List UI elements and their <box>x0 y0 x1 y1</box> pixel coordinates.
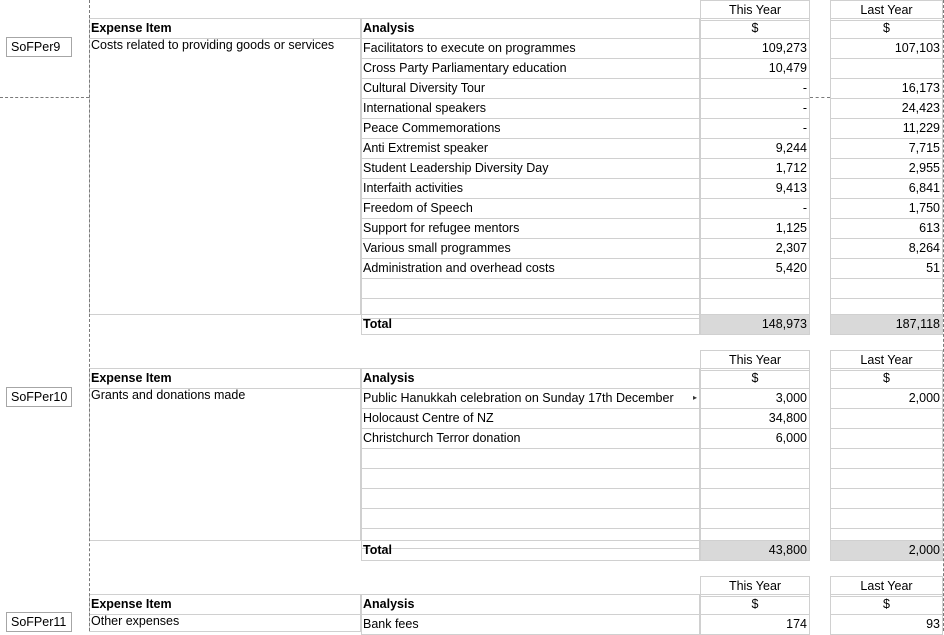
analysis-item: Bank fees <box>363 617 419 631</box>
this-year-value: 174 <box>786 617 807 631</box>
section-ref-label: SoFPer9 <box>6 37 72 57</box>
analysis-item: Administration and overhead costs <box>363 261 555 275</box>
empty-analysis-cell[interactable] <box>361 448 700 469</box>
expense-description-cell[interactable] <box>89 388 361 541</box>
last-year-value: 6,841 <box>908 181 940 195</box>
empty-last-year-cell[interactable] <box>830 488 943 509</box>
this-year-value: - <box>802 101 807 115</box>
this-year-value: 2,307 <box>775 241 807 255</box>
empty-analysis-cell[interactable] <box>361 468 700 489</box>
this-year-value: 109,273 <box>761 41 807 55</box>
last-year-header: Last Year <box>860 3 913 17</box>
expense-description: Costs related to providing goods or services <box>91 38 335 52</box>
empty-last-year-cell[interactable] <box>830 508 943 529</box>
this-year-header: This Year <box>728 579 782 593</box>
this-year-value: 5,420 <box>775 261 807 275</box>
analysis-item: Christchurch Terror donation <box>363 431 521 445</box>
last-year-value: 7,715 <box>908 141 940 155</box>
last-year-value: 2,955 <box>908 161 940 175</box>
last-year-value: 107,103 <box>894 41 940 55</box>
analysis-item: Various small programmes <box>363 241 511 255</box>
analysis-label: Analysis <box>363 597 415 611</box>
analysis-item: International speakers <box>363 101 486 115</box>
this-year-value: 9,413 <box>775 181 807 195</box>
analysis-item: Anti Extremist speaker <box>363 141 489 155</box>
empty-this-year-cell[interactable] <box>700 488 810 509</box>
this-year-header: This Year <box>728 3 782 17</box>
total-last-year-value: 187,118 <box>895 317 940 331</box>
expense-item-label: Expense Item <box>91 21 172 35</box>
this-year-value: 1,712 <box>775 161 807 175</box>
text-overflow-indicator: ▸ <box>693 393 698 402</box>
expense-item-label: Expense Item <box>91 597 172 611</box>
empty-this-year-cell[interactable] <box>700 278 810 299</box>
this-year-value: 9,244 <box>775 141 807 155</box>
this-year-currency: $ <box>751 21 759 35</box>
last-year-currency: $ <box>883 597 890 611</box>
last-year-value: 24,423 <box>901 101 940 115</box>
last-year-header: Last Year <box>860 579 913 593</box>
empty-last-year-cell[interactable] <box>830 448 943 469</box>
this-year-header: This Year <box>728 353 782 367</box>
analysis-item: Interfaith activities <box>363 181 464 195</box>
last-year-currency: $ <box>883 21 890 35</box>
analysis-item: Support for refugee mentors <box>363 221 520 235</box>
page-break-horizontal <box>810 97 830 98</box>
total-this-year-value: 148,973 <box>761 317 807 331</box>
empty-analysis-cell[interactable] <box>361 488 700 509</box>
total-label: Total <box>363 317 392 331</box>
empty-last-year-cell[interactable] <box>830 278 943 299</box>
last-year-value: 11,229 <box>902 121 940 135</box>
last-year-value: 51 <box>926 261 940 275</box>
last-year-value: 93 <box>926 617 940 631</box>
this-year-value: 1,125 <box>775 221 807 235</box>
last-year-value: 1,750 <box>908 201 940 215</box>
last-year-value: 16,173 <box>901 81 940 95</box>
this-year-value: 3,000 <box>775 391 807 405</box>
last-year-value: 613 <box>919 221 940 235</box>
page-break-vertical <box>89 0 90 631</box>
analysis-item: Cultural Diversity Tour <box>363 81 486 95</box>
last-year-cell[interactable] <box>830 58 943 79</box>
last-year-currency: $ <box>883 371 890 385</box>
this-year-value: - <box>802 201 807 215</box>
this-year-value: 6,000 <box>775 431 807 445</box>
analysis-item: Cross Party Parliamentary education <box>363 61 567 75</box>
analysis-item: Freedom of Speech <box>363 201 473 215</box>
section-ref-label: SoFPer11 <box>6 612 72 632</box>
total-label: Total <box>363 543 392 557</box>
analysis-label: Analysis <box>363 371 415 385</box>
this-year-currency: $ <box>751 371 759 385</box>
empty-last-year-cell[interactable] <box>830 468 943 489</box>
empty-analysis-cell[interactable] <box>361 278 700 299</box>
this-year-currency: $ <box>751 597 759 611</box>
last-year-header: Last Year <box>860 353 913 367</box>
total-last-year-value: 2,000 <box>908 543 940 557</box>
section-ref-label: SoFPer10 <box>6 387 72 407</box>
analysis-item: Facilitators to execute on programmes <box>363 41 576 55</box>
last-year-cell[interactable] <box>830 428 943 449</box>
page-break-horizontal <box>0 97 89 98</box>
empty-analysis-cell[interactable] <box>361 508 700 529</box>
total-this-year-value: 43,800 <box>768 543 807 557</box>
analysis-item: Public Hanukkah celebration on Sunday 17th December <box>363 391 674 405</box>
this-year-value: - <box>802 121 807 135</box>
last-year-cell[interactable] <box>830 408 943 429</box>
expense-description-cell[interactable] <box>89 38 361 315</box>
analysis-item: Peace Commemorations <box>363 121 501 135</box>
analysis-label: Analysis <box>363 21 415 35</box>
last-year-value: 8,264 <box>908 241 940 255</box>
this-year-value: 34,800 <box>768 411 807 425</box>
this-year-value: - <box>802 81 807 95</box>
expense-item-label: Expense Item <box>91 371 172 385</box>
expense-description: Other expenses <box>91 614 180 628</box>
analysis-item: Holocaust Centre of NZ <box>363 411 494 425</box>
this-year-value: 10,479 <box>768 61 807 75</box>
empty-this-year-cell[interactable] <box>700 468 810 489</box>
expense-description: Grants and donations made <box>91 388 246 402</box>
last-year-value: 2,000 <box>908 391 940 405</box>
empty-this-year-cell[interactable] <box>700 508 810 529</box>
empty-this-year-cell[interactable] <box>700 448 810 469</box>
analysis-item: Student Leadership Diversity Day <box>363 161 549 175</box>
